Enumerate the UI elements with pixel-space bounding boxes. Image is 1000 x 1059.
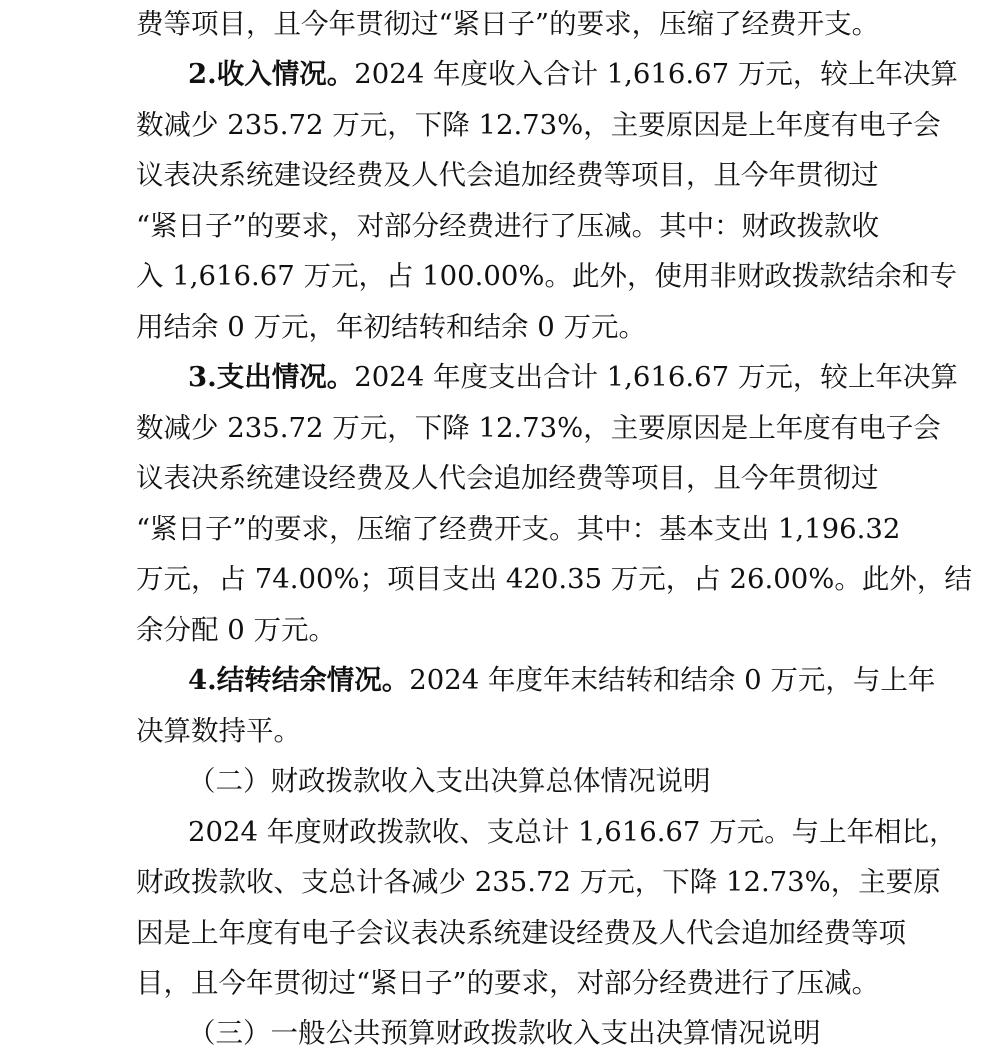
paragraph-line: 万元，占 74.00%；项目支出 420.35 万元，占 26.00%。此外，结 <box>136 563 972 595</box>
paragraph-line: 余分配 0 万元。 <box>136 614 336 646</box>
paragraph-line: “紧日子”的要求，压缩了经费开支。其中：基本支出 1,196.32 <box>136 513 901 545</box>
paragraph-line: 议表决系统建设经费及人代会追加经费等项目，且今年贯彻过 <box>136 462 879 494</box>
expense-text: 2024 年度支出合计 1,616.67 万元，较上年决算 <box>354 361 958 393</box>
paragraph-line: 入 1,616.67 万元，占 100.00%。此外，使用非财政拨款结余和专 <box>136 260 958 292</box>
paragraph-line: 数减少 235.72 万元，下降 12.73%，主要原因是上年度有电子会 <box>136 109 941 141</box>
balance-text: 2024 年度年末结转和结余 0 万元，与上年 <box>409 664 936 696</box>
paragraph-line: 2024 年度财政拨款收、支总计 1,616.67 万元。与上年相比， <box>188 816 957 848</box>
paragraph-line: “紧日子”的要求，对部分经费进行了压减。其中：财政拨款收 <box>136 210 880 242</box>
section-heading: （二）财政拨款收入支出决算总体情况说明 <box>188 765 711 797</box>
section-heading: （三）一般公共预算财政拨款收入支出决算情况说明 <box>188 1017 821 1049</box>
paragraph-line: 数减少 235.72 万元，下降 12.73%，主要原因是上年度有电子会 <box>136 412 941 444</box>
balance-paragraph-first-line <box>188 660 936 700</box>
income-paragraph-first-line <box>188 54 958 94</box>
paragraph-line: 因是上年度有电子会议表决系统建设经费及人代会追加经费等项 <box>136 917 906 949</box>
expense-paragraph-first-line <box>188 357 958 397</box>
income-text: 2024 年度收入合计 1,616.67 万元，较上年决算 <box>354 58 958 90</box>
paragraph-line: 议表决系统建设经费及人代会追加经费等项目，且今年贯彻过 <box>136 159 879 191</box>
expense-heading: 3.支出情况。 <box>188 361 355 393</box>
paragraph-line: 财政拨款收、支总计各减少 235.72 万元，下降 12.73%，主要原 <box>136 866 941 898</box>
paragraph-line: 目，且今年贯彻过“紧日子”的要求，对部分经费进行了压减。 <box>136 967 880 999</box>
paragraph-line: 用结余 0 万元，年初结转和结余 0 万元。 <box>136 311 646 343</box>
paragraph-line: 费等项目，且今年贯彻过“紧日子”的要求，压缩了经费开支。 <box>136 8 880 40</box>
income-heading: 2.收入情况。 <box>188 58 355 90</box>
balance-heading: 4.结转结余情况。 <box>188 664 410 696</box>
paragraph-line: 决算数持平。 <box>136 715 301 747</box>
